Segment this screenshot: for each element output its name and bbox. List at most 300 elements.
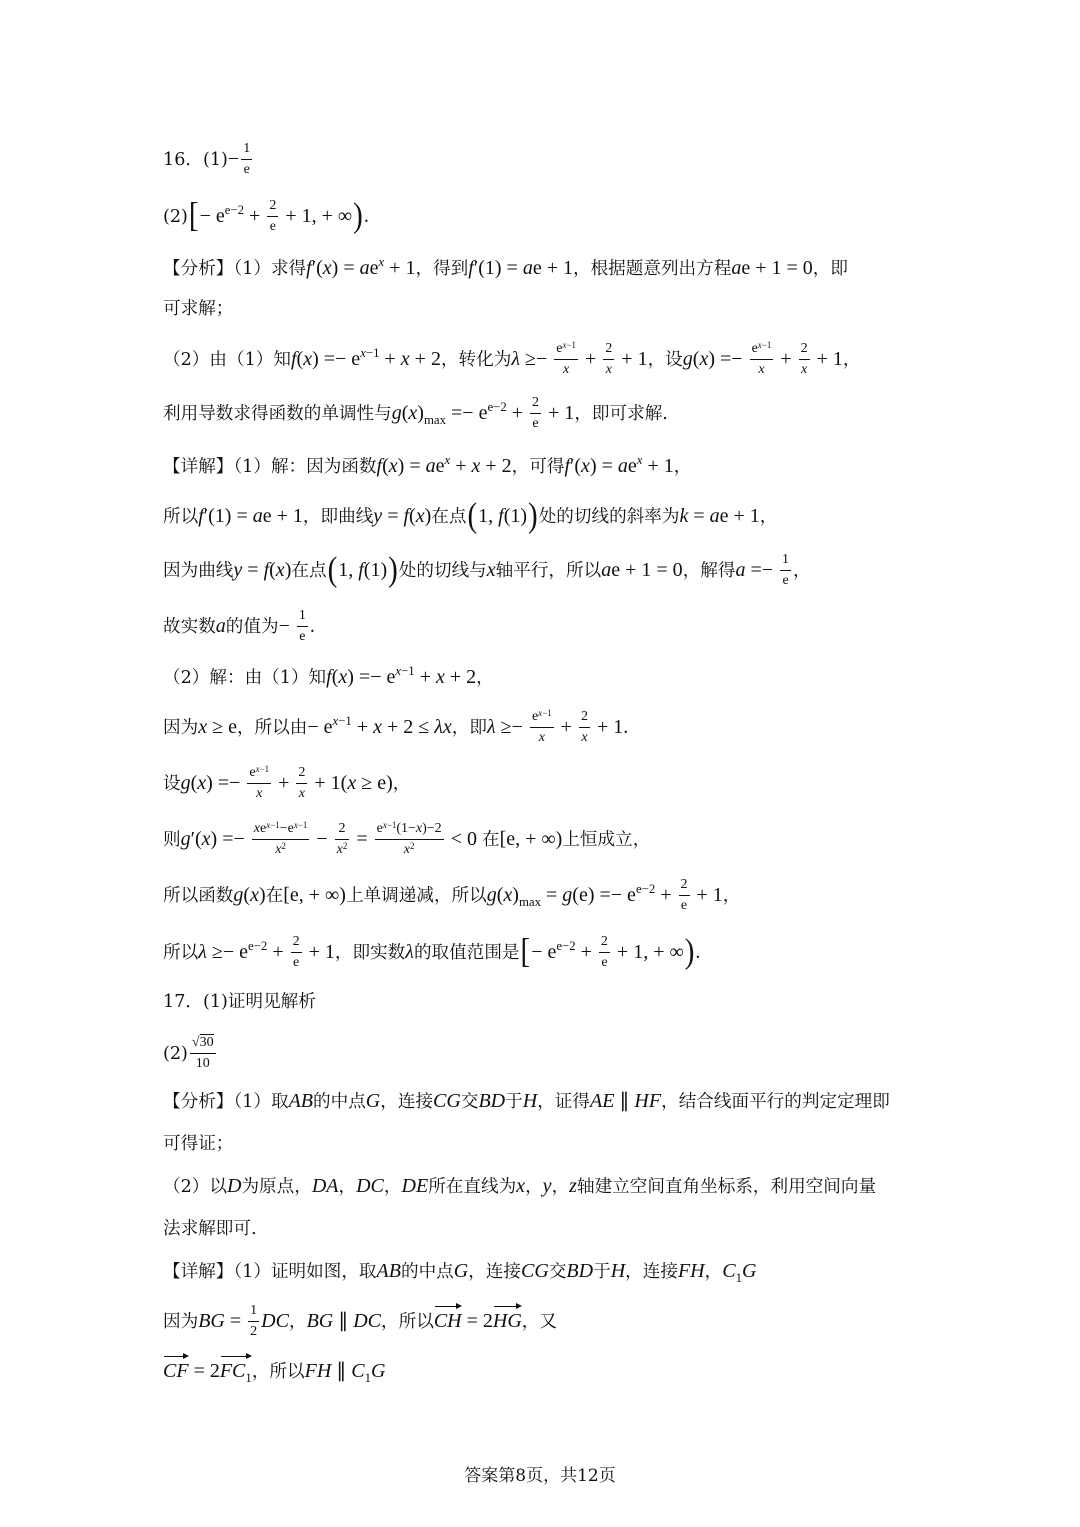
fraction-denominator	[291, 953, 302, 972]
math-variable: BD	[566, 1260, 594, 1282]
math-variable: DE	[401, 1175, 429, 1197]
fraction-denominator	[296, 784, 307, 803]
fraction-denominator	[750, 360, 774, 379]
math-variable: x	[562, 340, 567, 351]
math-variable: x	[336, 842, 343, 857]
fraction-numerator	[252, 820, 310, 840]
q16-analysis-line2	[163, 283, 233, 331]
math-text: .	[309, 615, 315, 637]
math-variable: AE	[589, 1090, 615, 1112]
math-variable: a	[735, 559, 746, 581]
math-variable: a	[425, 455, 436, 477]
math-text: )	[258, 884, 266, 906]
math-variable: g	[233, 884, 244, 906]
text-run: 因为	[163, 718, 199, 738]
math-text: )	[417, 402, 424, 424]
math-text: ) =	[397, 455, 426, 477]
text-run: ，根据题意列出方程	[572, 259, 732, 279]
fraction-numerator	[248, 1302, 259, 1322]
math-text: + 1, + ∞	[611, 941, 684, 963]
math-variable: λ	[198, 941, 207, 963]
math-variable: x	[538, 730, 545, 745]
text-run: ，	[338, 1177, 357, 1197]
math-text: =	[224, 1310, 247, 1332]
fraction-numerator	[799, 340, 810, 360]
fraction-numerator	[241, 140, 252, 160]
math-text: 2	[600, 934, 608, 950]
fraction-numerator	[579, 708, 590, 728]
math-text: e−2	[635, 882, 656, 897]
math-text: + 1	[303, 941, 335, 963]
math-text: +	[244, 205, 266, 227]
math-text: −	[311, 828, 333, 850]
text-run: ，即曲线	[302, 507, 374, 527]
text-run: 于	[593, 1262, 611, 1282]
large-bracket: )	[388, 550, 398, 590]
math-variable: FH	[677, 1260, 705, 1282]
math-text: ) =	[589, 455, 618, 477]
text-run: ，	[673, 457, 692, 477]
vector-arrow	[434, 1305, 462, 1333]
fraction	[335, 820, 350, 858]
text-run: ，	[722, 886, 741, 906]
math-text: e + 1	[532, 257, 573, 279]
math-text: + 1.	[591, 716, 629, 738]
text-run: ，结合线面平行的判定定理即	[661, 1092, 890, 1112]
math-variable: g	[562, 884, 573, 906]
text-run: (2)	[163, 207, 188, 227]
text-run: 可求解；	[163, 299, 234, 319]
math-variable: AB	[376, 1260, 401, 1282]
math-variable: g	[486, 884, 497, 906]
math-variable: x	[201, 828, 211, 850]
text-run: ，即	[812, 259, 848, 279]
q16-solution-line1	[163, 441, 691, 489]
superscript	[410, 842, 414, 852]
math-variable: x	[250, 884, 259, 906]
text-run: ，	[842, 350, 861, 370]
text-run: ，转化为	[440, 350, 512, 370]
fraction	[375, 820, 444, 858]
fraction	[679, 876, 690, 914]
math-variable: x	[503, 884, 513, 906]
math-text: ) =	[331, 257, 360, 279]
math-variable: x	[253, 821, 260, 837]
text-run: ，	[392, 774, 411, 794]
math-text: (	[269, 559, 276, 581]
large-bracket: [	[520, 932, 531, 972]
q17-solution-line1	[163, 1246, 756, 1294]
math-text: 30	[199, 1035, 214, 1051]
math-text: 2	[269, 198, 277, 214]
text-run: 【详解】（1）证明如图，取	[163, 1262, 377, 1282]
math-text: 1	[782, 552, 790, 568]
text-run: 上单调递减，所以	[345, 886, 487, 906]
large-bracket: [	[188, 196, 199, 236]
q16-solution-line9	[163, 870, 740, 918]
text-run: 16．(1)	[163, 150, 228, 170]
math-text: e + 1	[719, 505, 760, 527]
math-text: =−	[745, 559, 779, 581]
radical-overline	[200, 1034, 214, 1050]
math-text: 2	[298, 765, 306, 781]
math-variable: x	[471, 455, 481, 477]
math-text: ) =−	[206, 772, 246, 794]
superscript	[395, 664, 414, 679]
math-variable: x	[322, 257, 332, 279]
fraction-numerator	[530, 394, 541, 414]
math-variable: CG	[521, 1260, 549, 1282]
math-variable: x	[256, 786, 263, 801]
q17-analysis-line1	[163, 1076, 890, 1124]
math-text: (	[496, 884, 504, 906]
fraction	[291, 933, 302, 971]
math-text: =	[242, 559, 264, 581]
math-variable: CG	[433, 1090, 461, 1112]
math-variable: x	[275, 842, 282, 857]
fraction	[296, 764, 307, 802]
fraction-numerator	[247, 764, 271, 784]
math-text: (	[243, 884, 251, 906]
math-variable: x	[408, 402, 418, 424]
fraction-denominator	[335, 840, 350, 859]
math-text: e	[532, 416, 539, 431]
math-text: [e, + ∞)	[499, 828, 563, 850]
math-variable: G	[371, 1360, 386, 1382]
math-variable: x	[435, 666, 445, 688]
math-text: e	[249, 765, 256, 781]
math-text: max	[518, 894, 542, 909]
fraction	[780, 551, 791, 589]
math-text: =	[688, 505, 710, 527]
text-run: （2）由（1）知	[163, 350, 291, 370]
math-text: −1	[401, 664, 415, 679]
math-variable: FH	[304, 1360, 332, 1382]
math-text: 2	[605, 341, 613, 357]
text-run: 交	[548, 1262, 567, 1282]
text-run: ，	[551, 1177, 570, 1197]
fraction	[599, 933, 610, 971]
text-run: （2）解：由（1）知	[163, 668, 327, 688]
fraction	[603, 340, 614, 378]
fraction-denominator	[241, 160, 252, 179]
math-variable: x	[378, 255, 385, 270]
text-run: 故实数	[163, 617, 216, 637]
math-text: e	[376, 821, 383, 837]
text-run: ，得到	[415, 259, 469, 279]
text-run: ，	[525, 1177, 543, 1197]
math-variable: x	[800, 362, 808, 377]
math-variable: x	[636, 453, 643, 468]
math-text: 1,	[478, 505, 499, 527]
math-variable: x	[388, 455, 398, 477]
math-text: 2	[532, 395, 540, 411]
math-text: e	[299, 629, 306, 644]
math-text: −1	[386, 820, 397, 831]
math-text: (	[296, 348, 304, 370]
q16-analysis-line4	[163, 388, 668, 436]
math-text: −1	[297, 820, 308, 831]
math-text: ≥ e)	[356, 772, 393, 794]
math-text: 2	[281, 840, 286, 851]
math-variable: x	[266, 820, 271, 831]
text-run: ，	[793, 561, 811, 581]
fraction-denominator	[603, 360, 614, 379]
text-run: 法求解即可.	[163, 1219, 257, 1239]
math-text: +	[450, 455, 472, 477]
superscript	[248, 939, 267, 954]
fraction	[247, 764, 271, 802]
math-variable: a	[709, 505, 720, 527]
fraction-numerator	[291, 933, 302, 953]
math-text: − e	[199, 205, 225, 227]
fraction-denominator	[375, 840, 444, 859]
large-bracket: )	[528, 496, 538, 536]
math-text: + 2	[480, 455, 512, 477]
math-variable: x	[293, 820, 298, 831]
math-variable: f	[198, 505, 204, 527]
math-text: = 2	[188, 1360, 220, 1382]
q16-solution-line6	[163, 702, 628, 750]
math-variable: a	[731, 257, 742, 279]
math-text: + 1	[543, 402, 575, 424]
math-variable: z	[569, 1175, 577, 1197]
math-text: =− e	[446, 402, 488, 424]
math-variable: x	[415, 821, 423, 837]
math-variable: x	[563, 362, 570, 377]
math-variable: λ	[487, 716, 496, 738]
math-text: )	[424, 505, 432, 527]
math-text: 1	[243, 141, 251, 157]
q16-solution-line8	[163, 814, 650, 862]
math-variable: DA	[311, 1175, 339, 1197]
superscript	[360, 346, 379, 361]
math-text: (1)	[503, 505, 528, 527]
text-run: 所以	[163, 507, 199, 527]
text-run: 在点	[291, 561, 327, 581]
math-text: +	[655, 884, 677, 906]
q17-analysis-line2	[163, 1118, 233, 1166]
math-text: + 2	[444, 666, 477, 688]
subscript	[519, 895, 541, 910]
math-variable: CH	[433, 1310, 462, 1332]
math-variable: DC	[356, 1175, 384, 1197]
math-text: −	[278, 615, 295, 637]
math-text: .	[695, 941, 701, 963]
text-run: 【分析】（1）求得	[163, 259, 307, 279]
math-text: 10	[195, 1056, 210, 1071]
q16-analysis-line3	[163, 334, 860, 382]
fraction	[297, 607, 308, 645]
math-text: ≥− e	[206, 941, 249, 963]
math-text: 1	[364, 1370, 372, 1385]
text-run: ，	[704, 1262, 723, 1282]
superscript	[487, 400, 506, 415]
fraction	[530, 394, 541, 432]
math-variable: AB	[288, 1090, 313, 1112]
math-text: (1−	[396, 821, 416, 837]
superscript	[225, 203, 244, 218]
math-variable: λ	[511, 348, 521, 370]
math-variable: f	[468, 257, 474, 279]
math-text: +	[506, 402, 529, 424]
math-variable: a	[252, 505, 263, 527]
math-text: + 1(	[309, 772, 348, 794]
math-text: + 2	[409, 348, 441, 370]
math-text: e	[292, 955, 300, 970]
math-text: +	[555, 716, 577, 738]
q17-solution-line3	[163, 1346, 385, 1394]
math-variable: g	[180, 828, 191, 850]
fraction-numerator	[267, 197, 278, 217]
text-run: 上恒成立，	[562, 830, 651, 850]
text-run: 在点	[431, 507, 467, 527]
q16-solution-line10	[163, 927, 700, 975]
fraction-numerator	[335, 820, 350, 840]
text-run: ，	[476, 668, 494, 688]
math-text: 1	[250, 1303, 258, 1319]
math-text: (	[401, 402, 409, 424]
math-text: =	[382, 505, 404, 527]
text-run: ，解得	[682, 561, 736, 581]
vector-arrow	[163, 1355, 189, 1383]
q16-analysis-line1	[163, 243, 848, 291]
math-text: ≥ e	[207, 716, 237, 738]
q16-solution-line7	[163, 758, 410, 806]
math-text: √	[191, 1035, 200, 1051]
math-variable: y	[542, 1175, 552, 1197]
math-variable: a	[522, 257, 533, 279]
math-variable: a	[617, 455, 628, 477]
fraction-numerator	[296, 764, 307, 784]
superscript	[637, 453, 643, 468]
math-text: )−2	[422, 821, 442, 837]
math-text: (e) =− e	[572, 884, 636, 906]
math-text: 2	[342, 840, 348, 851]
math-variable: f	[403, 505, 410, 527]
text-run: 因为	[163, 1312, 199, 1332]
text-run: ，又	[521, 1312, 557, 1332]
math-text: e	[435, 455, 445, 477]
math-text: e	[243, 162, 250, 177]
math-text: (1)	[363, 559, 388, 581]
math-text: ′(1) =	[473, 257, 523, 279]
math-text: +	[351, 716, 374, 738]
q16-answer-part2	[163, 191, 369, 239]
math-variable: G	[365, 1090, 381, 1112]
math-text: ′(	[570, 455, 582, 477]
math-variable: x	[486, 559, 496, 581]
math-text: +	[575, 941, 597, 963]
math-text: ′(	[311, 257, 323, 279]
math-variable: f	[498, 505, 504, 527]
math-text: 2	[580, 709, 588, 725]
math-variable: x	[757, 340, 762, 351]
superscript	[538, 709, 552, 719]
fraction-numerator	[603, 340, 614, 360]
math-text: (	[409, 505, 416, 527]
fraction-numerator	[599, 933, 610, 953]
math-text: +	[267, 941, 289, 963]
math-text: 2	[250, 1324, 258, 1339]
text-run: 在	[481, 830, 500, 850]
fraction	[190, 1034, 216, 1072]
superscript	[379, 255, 385, 270]
math-variable: a	[215, 615, 226, 637]
math-text: e + 1 = 0	[611, 559, 683, 581]
large-bracket: )	[684, 932, 695, 972]
fraction-numerator	[297, 607, 308, 627]
math-text: +	[379, 348, 401, 370]
text-run: 在	[265, 886, 284, 906]
math-variable: f	[376, 455, 383, 477]
q17-analysis-line3	[163, 1161, 876, 1209]
math-variable: D	[226, 1175, 242, 1197]
fraction-numerator	[530, 708, 554, 728]
subscript	[424, 413, 446, 428]
text-run: 的取值范围是	[413, 943, 520, 963]
math-text: + 2 ≤	[381, 716, 435, 738]
math-text: e−2	[556, 939, 576, 954]
text-run: 轴建立空间直角坐标系，利用空间向量	[576, 1177, 877, 1197]
math-text: −	[227, 148, 240, 170]
math-text: 1	[245, 1370, 252, 1385]
math-variable: x	[538, 708, 543, 719]
math-variable: G	[741, 1260, 757, 1282]
fraction	[554, 340, 578, 378]
fraction-denominator	[252, 840, 310, 859]
math-text: −e	[279, 821, 294, 837]
math-variable: λ	[405, 941, 414, 963]
math-variable: x	[516, 1175, 526, 1197]
math-text: + 1	[384, 257, 416, 279]
math-text: ≥−	[520, 348, 553, 370]
math-variable: k	[679, 505, 689, 527]
math-text: [e, + ∞)	[283, 884, 346, 906]
math-text: 1	[735, 1270, 742, 1285]
math-variable: x	[581, 455, 590, 477]
math-variable: g	[391, 402, 402, 424]
math-text: (	[190, 772, 198, 794]
math-text: −1	[542, 708, 552, 719]
math-variable: g	[682, 348, 693, 370]
text-run: ，设	[647, 350, 683, 370]
q17-solution-line2	[163, 1296, 557, 1344]
math-text: +	[414, 666, 436, 688]
math-variable: x	[255, 764, 260, 775]
subscript	[365, 1371, 371, 1386]
text-run: 交	[460, 1092, 479, 1112]
text-run: ，可得	[511, 457, 565, 477]
text-run: 所以	[163, 943, 199, 963]
text-run: 的中点	[400, 1262, 454, 1282]
math-variable: G	[453, 1260, 469, 1282]
superscript	[294, 821, 308, 831]
math-variable: f	[290, 348, 297, 370]
superscript	[445, 453, 451, 468]
superscript	[333, 714, 352, 729]
math-text: (	[382, 455, 389, 477]
q16-answer-part1	[163, 134, 254, 182]
math-text: − e	[307, 716, 333, 738]
fraction	[750, 340, 774, 378]
math-text: ) =−	[708, 348, 748, 370]
vector-arrow	[220, 1355, 252, 1383]
math-variable: x	[332, 714, 339, 729]
math-text: −1	[338, 714, 352, 729]
math-variable: f	[564, 455, 570, 477]
math-variable: f	[263, 559, 270, 581]
